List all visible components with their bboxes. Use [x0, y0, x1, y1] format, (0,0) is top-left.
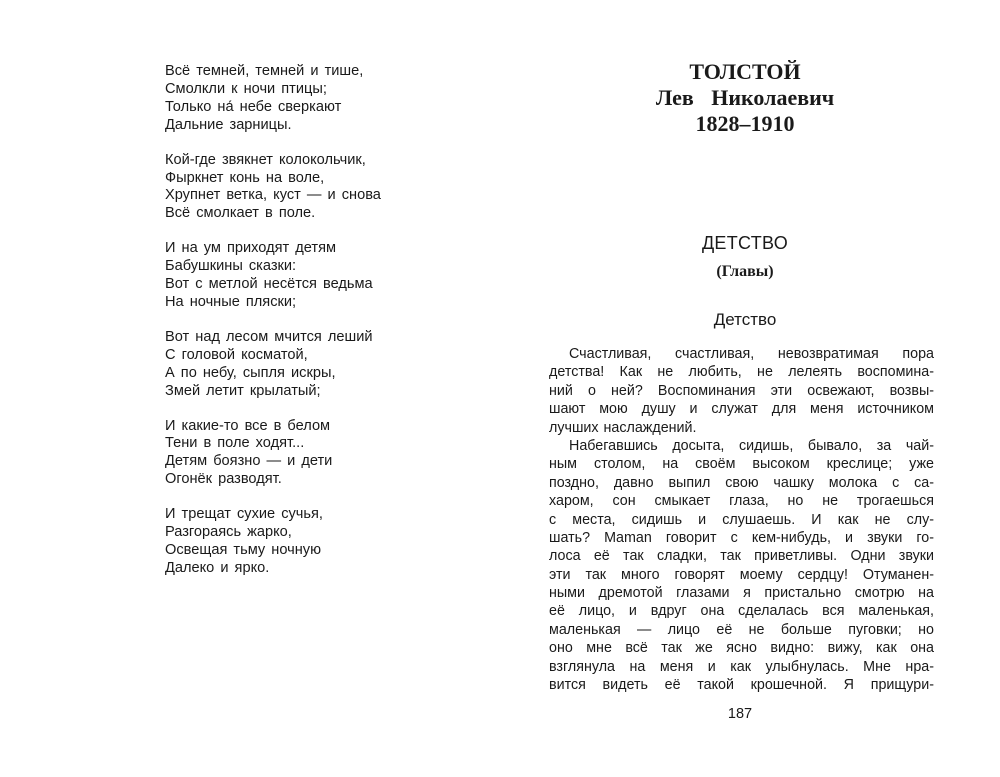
page-number: 187	[727, 706, 753, 722]
poem-line: Только на́ небе сверкают	[165, 98, 342, 115]
prose-line: детства! Как не любить, не лелеять воспомина-	[549, 364, 934, 381]
prose-text	[549, 345, 934, 694]
prose-line: ными дремотой глазами я пристально смотрю на	[549, 585, 934, 602]
poem-line: Фыркнет конь на воле,	[165, 169, 325, 186]
poem-line: С головой косматой,	[165, 346, 308, 363]
poem-stanza	[165, 418, 465, 490]
poem-line: Хрупнет ветка, куст — и снова	[165, 187, 381, 204]
poem-line: На ночные пляски;	[165, 293, 297, 310]
author-heading	[555, 59, 935, 137]
work-subtitle: (Главы)	[716, 263, 774, 280]
prose-line: ний о ней? Воспоминания эти освежают, возвы-	[549, 382, 934, 399]
poem-line: Бабушкины сказки:	[165, 258, 297, 275]
poem-line: И на ум приходят детям	[165, 240, 337, 257]
prose-line: маленькая — лицо её не больше пуговки; но	[549, 621, 934, 638]
poem-line: Смолкли к ночи птицы;	[165, 80, 327, 97]
prose-line: её лицо, и вдруг она сделалась вся маленькая,	[549, 603, 934, 620]
poem-line: Тени в поле ходят...	[165, 435, 305, 452]
poem-stanza	[165, 329, 465, 401]
poem-line: Змей летит крылатый;	[165, 382, 321, 399]
author-surname: ТОЛСТОЙ	[689, 59, 801, 84]
prose-line: оно мне всё так же ясно видно: вижу, как она	[549, 640, 934, 657]
poem-stanza	[165, 506, 465, 578]
prose-line: Счастливая, счастливая, невозвратимая пора	[569, 346, 934, 362]
poem-line: Огонёк разводят.	[165, 471, 282, 488]
author-years: 1828–1910	[695, 111, 795, 136]
poem-line: Далеко и ярко.	[165, 559, 270, 576]
poem-line: Дальние зарницы.	[165, 116, 292, 133]
poem-line: Всё темней, темней и тише,	[165, 63, 364, 79]
poem-stanza	[165, 240, 465, 312]
poem-line: И какие-то все в белом	[165, 417, 331, 434]
poem-line: Освещая тьму ночную	[165, 541, 322, 558]
prose-line: эти так много говорят моему сердцу! Отуманен-	[549, 566, 934, 583]
prose-line: ным столом, на своём высоком креслице; уже	[549, 456, 934, 473]
poem	[165, 63, 465, 595]
author-name: Лев Николаевич	[655, 85, 835, 110]
prose-line: лоса её так сладки, так приветливы. Одни звуки	[549, 548, 934, 565]
poem-line: Всё смолкает в поле.	[165, 205, 316, 222]
poem-line: Детям боязно — и дети	[165, 453, 333, 470]
prose-line: поздно, давно выпил свою чашку молока с са-	[549, 474, 934, 491]
poem-stanza	[165, 63, 465, 135]
prose-line: взглянула на меня и как улыбнулась. Мне нра-	[549, 658, 934, 675]
poem-line: И трещат сухие сучья,	[165, 506, 323, 523]
poem-line: Вот над лесом мчится леший	[165, 328, 373, 345]
prose-line: вится видеть её такой крошечной. Я прищури-	[549, 677, 934, 694]
prose-line: с места, сидишь и слушаешь. И как не слу-	[549, 511, 934, 528]
poem-line: Кой-где звякнет колокольчик,	[165, 151, 366, 168]
poem-line: Разгораясь жарко,	[165, 524, 292, 541]
poem-line: Вот с метлой несётся ведьма	[165, 276, 373, 293]
work-title: ДЕТСТВО	[701, 233, 789, 253]
prose-line: харом, сон смыкает глаза, но не трогаешься	[549, 493, 934, 510]
poem-line: А по небу, сыпля искры,	[165, 364, 336, 381]
prose-line: шать? Maman говорит с кем-нибудь, и звуки го-	[549, 529, 934, 546]
chapter-title: Детство	[713, 310, 777, 329]
prose-line: лучших наслаждений.	[549, 419, 697, 436]
poem-stanza	[165, 152, 465, 224]
prose-line: Набегавшись досыта, сидишь, бывало, за чай-	[569, 437, 934, 454]
prose-line: шают мою душу и служат для меня источником	[549, 401, 934, 418]
